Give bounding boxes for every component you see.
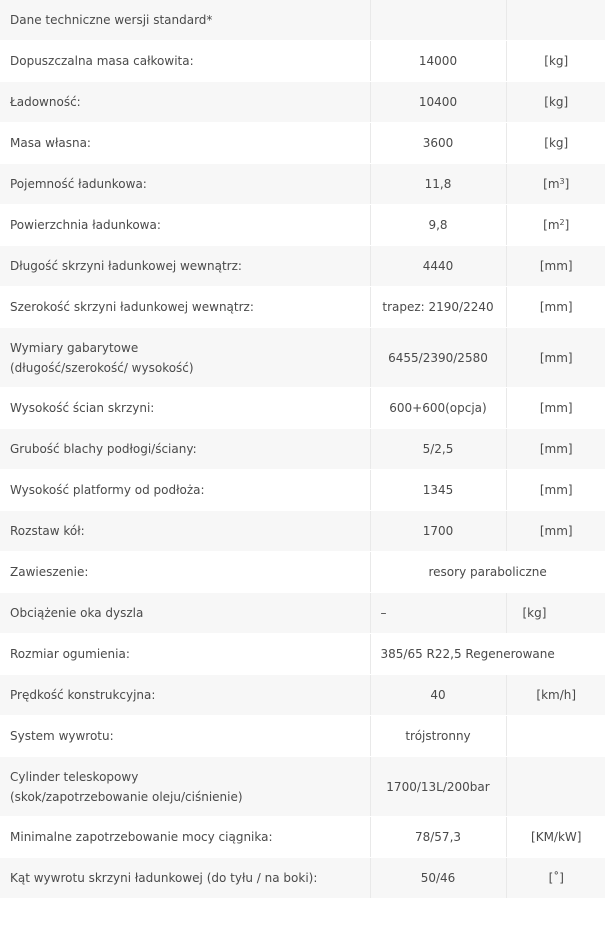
row-label: Powierzchnia ładunkowa:: [0, 205, 370, 246]
table-row: [0, 552, 605, 593]
row-value: 6455/2390/2580: [370, 328, 506, 388]
unit-end: ]: [564, 177, 570, 191]
row-unit: [506, 757, 605, 817]
table-row: [0, 634, 605, 675]
row-label: Wysokość platformy od podłoża:: [0, 470, 370, 511]
table-row: [0, 757, 605, 817]
row-unit: [kg]: [506, 82, 605, 123]
row-unit: [506, 164, 605, 205]
row-label: Grubość blachy podłogi/ściany:: [0, 429, 370, 470]
row-label: Długość skrzyni ładunkowej wewnątrz:: [0, 246, 370, 287]
row-label: Zawieszenie:: [0, 552, 370, 593]
table-row: [0, 817, 605, 858]
row-value: 1700: [370, 511, 506, 552]
row-unit: [mm]: [506, 246, 605, 287]
row-value: 78/57,3: [370, 817, 506, 858]
row-label-line: (skok/zapotrzebowanie oleju/ciśnienie): [10, 789, 243, 804]
unit-superscript: 3: [559, 177, 565, 186]
row-value: 4440: [370, 246, 506, 287]
row-label: Prędkość konstrukcyjna:: [0, 675, 370, 716]
row-label: Wysokość ścian skrzyni:: [0, 388, 370, 429]
row-value: trójstronny: [370, 716, 506, 757]
unit-superscript: 2: [559, 218, 565, 227]
table-row: [0, 246, 605, 287]
row-value-merged: resory paraboliczne: [370, 552, 605, 593]
row-label: [0, 328, 370, 388]
table-row: [0, 429, 605, 470]
row-value: 1345: [370, 470, 506, 511]
row-value: 50/46: [370, 858, 506, 899]
table-header-empty-value: [370, 0, 506, 41]
table-row: [0, 164, 605, 205]
row-value: 3600: [370, 123, 506, 164]
table-row: [0, 287, 605, 328]
table-row: [0, 388, 605, 429]
table-row: [0, 675, 605, 716]
row-unit: [506, 716, 605, 757]
row-value: trapez: 2190/2240: [370, 287, 506, 328]
row-label: Ładowność:: [0, 82, 370, 123]
row-label: Obciążenie oka dyszla: [0, 593, 370, 634]
row-unit: [kg]: [506, 41, 605, 82]
row-unit: [kg]: [506, 593, 605, 634]
table-row: [0, 511, 605, 552]
table-row-header: [0, 0, 605, 41]
table-row: [0, 470, 605, 511]
row-value-merged: 385/65 R22,5 Regenerowane: [370, 634, 605, 675]
table-row: [0, 858, 605, 899]
row-label: Szerokość skrzyni ładunkowej wewnątrz:: [0, 287, 370, 328]
row-unit: [KM/kW]: [506, 817, 605, 858]
table-row: [0, 41, 605, 82]
row-value: 11,8: [370, 164, 506, 205]
row-value: 600+600(opcja): [370, 388, 506, 429]
row-unit: [kg]: [506, 123, 605, 164]
row-unit: [mm]: [506, 287, 605, 328]
table-row: [0, 716, 605, 757]
row-label: Masa własna:: [0, 123, 370, 164]
table-row: [0, 205, 605, 246]
table-row: [0, 123, 605, 164]
row-value: 5/2,5: [370, 429, 506, 470]
row-label-line: Wymiary gabarytowe: [10, 340, 139, 355]
row-label: Rozmiar ogumienia:: [0, 634, 370, 675]
row-unit: [506, 205, 605, 246]
row-label: Rozstaw kół:: [0, 511, 370, 552]
row-unit: [km/h]: [506, 675, 605, 716]
table-row: [0, 82, 605, 123]
unit-base: [m: [543, 177, 560, 191]
table-row: [0, 328, 605, 388]
row-label: Dopuszczalna masa całkowita:: [0, 41, 370, 82]
row-unit: [mm]: [506, 328, 605, 388]
row-label: Kąt wywrotu skrzyni ładunkowej (do tyłu / na boki):: [0, 858, 370, 899]
table-row: [0, 593, 605, 634]
row-label: System wywrotu:: [0, 716, 370, 757]
row-unit: [mm]: [506, 470, 605, 511]
unit-base: [m: [543, 218, 560, 232]
unit-end: ]: [564, 218, 570, 232]
row-unit: [mm]: [506, 388, 605, 429]
table-header-label: Dane techniczne wersji standard*: [0, 0, 370, 41]
row-label-line: Cylinder teleskopowy: [10, 769, 139, 784]
row-label: Pojemność ładunkowa:: [0, 164, 370, 205]
row-label: Minimalne zapotrzebowanie mocy ciągnika:: [0, 817, 370, 858]
table-header-empty-unit: [506, 0, 605, 41]
row-unit: [mm]: [506, 511, 605, 552]
row-unit: [mm]: [506, 429, 605, 470]
row-value: 40: [370, 675, 506, 716]
row-value: 14000: [370, 41, 506, 82]
row-value: 9,8: [370, 205, 506, 246]
row-label: [0, 757, 370, 817]
row-label-line: (długość/szerokość/ wysokość): [10, 360, 194, 375]
row-value: 10400: [370, 82, 506, 123]
row-value: 1700/13L/200bar: [370, 757, 506, 817]
row-unit: [˚]: [506, 858, 605, 899]
row-value: –: [370, 593, 506, 634]
